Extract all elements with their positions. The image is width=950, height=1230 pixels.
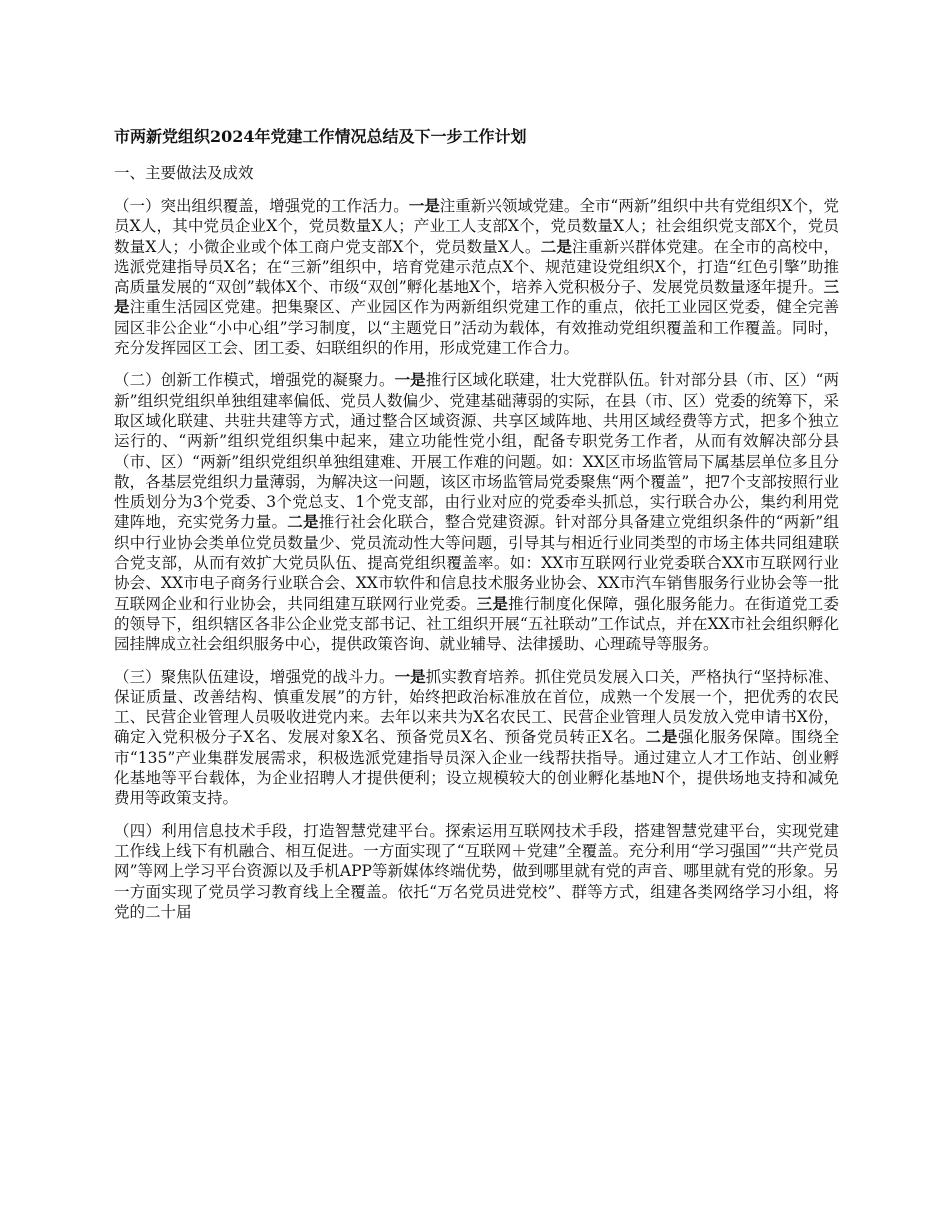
- paragraph-1-part-1: 注重新兴领域党建。全市“两新”组织中共有党组织X个，党员X人，其中党员企业X个，党员数量X人；产业工人支部X个，党员数量X人；社会组织党支部X个，党员数量X人；小微企业或个体工商户党支部X个，党员数量X人。: [114, 197, 839, 256]
- paragraph-2-part-1: 推行区域化联建，壮大党群队伍。针对部分县（市、区）“两新”组织党组织单独组建率偏低、党员人数偏少、党建基础薄弱的实际，在县（市、区）党委的统筹下，采取区域化联建、共驻共建等方式，通过整合区域资源、共享区域阵地、共用区域经费等方式，把多个独立运行的、“两新”组织党组织集中起来，建立功能性党小组，配备专职党务工作者，从而有效解决部分县（市、区）“两新”组织党组织单独组建难、开展工作难的问题。如：XX区市场监管局下属基层单位多且分散，各基层党组织力量薄弱，为解决这一问题，该区市场监管局党委聚焦“两个覆盖”，把7个支部按照行业性质划分为3个党委、3个党总支、1个党支部，由行业对应的党委牵头抓总，实行联合办公，集约利用党建阵地，充实党务力量。: [114, 371, 839, 532]
- paragraph-2: [114, 370, 839, 654]
- paragraph-1: [114, 196, 839, 358]
- paragraph-1-lead: （一）突出组织覆盖，增强党的工作活力。: [114, 197, 409, 215]
- emphasis-second: 二是: [540, 236, 573, 256]
- paragraph-4: [114, 821, 839, 922]
- emphasis-third: 三是: [476, 593, 509, 613]
- paragraph-4-text: （四）利用信息技术手段，打造智慧党建平台。探索运用互联网技术手段，搭建智慧党建平台，实现党建工作线上线下有机融合、相互促进。一方面实现了“互联网＋党建”全覆盖。充分利用“学习强国”“共产党员网”等网上学习平台资源以及手机APP等新媒体终端优势，做到哪里就有党的声音、哪里就有党的形象。另一方面实现了党员学习教育线上全覆盖。依托“万名党员进党校”、群等方式，组建各类网络学习小组，将党的二十届: [114, 821, 839, 921]
- emphasis-first: 一是: [394, 370, 426, 390]
- paragraph-3: [114, 667, 839, 809]
- paragraph-3-lead: （三）聚焦队伍建设，增强党的战斗力。: [114, 667, 395, 686]
- paragraph-1-part-2: 注重新兴群体党建。在全市的高校中，选派党建指导员X名；在“三新”组织中，培育党建示范点X个、规范建设党组织X个，打造“红色引擎”助推高质量发展的“双创”载体X个、市级“双创”孵化基地X个，培养入党积极分子、发展党员数量逐年提升。: [114, 237, 839, 297]
- document-title: 市两新党组织2024年党建工作情况总结及下一步工作计划: [114, 127, 527, 146]
- paragraph-1-part-3: 注重生活园区党建。把集聚区、产业园区作为两新组织党建工作的重点，依托工业园区党委，健全完善园区非公企业“小中心组”学习制度，以“主题党日”活动为载体，有效推动党组织覆盖和工作覆盖。同时，充分发挥园区工会、团工委、妇联组织的作用，形成党建工作合力。: [114, 298, 839, 358]
- paragraph-2-lead: （二）创新工作模式，增强党的凝聚力。: [114, 371, 395, 390]
- paragraph-3-part-1: 抓实教育培养。抓住党员发展入口关，严格执行“坚持标准、保证质量、改善结构、慎重发展”的方针，始终把政治标准放在首位，成熟一个发展一个，把优秀的农民工、民营企业管理人员吸收进党内来。去年以来共为X名农民工、民营企业管理人员发放入党申请书X份，确定入党积极分子X名、发展对象X名、预备党员X名、预备党员转正X名。: [114, 667, 839, 747]
- paragraph-2-part-3: 推行制度化保障，强化服务能力。在街道党工委的领导下，组织辖区各非公企业党支部书记、社工组织开展“五社联动”工作试点，并在XX市社会组织孵化园挂牌成立社会组织服务中心，提供政策咨询、就业辅导、法律援助、心理疏导等服务。: [114, 594, 839, 654]
- document-page: [114, 126, 839, 934]
- emphasis-first: 一是: [394, 666, 426, 686]
- emphasis-first: 一是: [408, 196, 440, 215]
- emphasis-second: 二是: [287, 512, 319, 532]
- paragraph-2-part-2: 推行社会化联合，整合党建资源。针对部分具备建立党组织条件的“两新”组织中行业协会类单位党员数量少、党员流动性大等问题，引导其与相近行业同类型的市场主体共同组建联合党支部，从而有效扩大党员队伍、提高党组织覆盖率。如：XX市互联网行业党委联合XX市互联网行业协会、XX市电子商务行业联合会、XX市软件和信息技术服务业协会、XX市汽车销售服务行业协会等一批互联网企业和行业协会，共同组建互联网行业党委。: [114, 513, 839, 613]
- section-heading-1: 一、主要做法及成效: [114, 164, 254, 182]
- paragraph-3-part-2: 强化服务保障。围绕全市“135”产业集群发展需求，积极选派党建指导员深入企业一线帮扶指导。通过建立人才工作站、创业孵化基地等平台载体，为企业招聘人才提供便利；设立规模较大的创业孵化基地N个，提供场地支持和减免费用等政策支持。: [114, 728, 839, 808]
- emphasis-second: 二是: [645, 727, 678, 747]
- emphasis-third: 三是: [114, 277, 839, 317]
